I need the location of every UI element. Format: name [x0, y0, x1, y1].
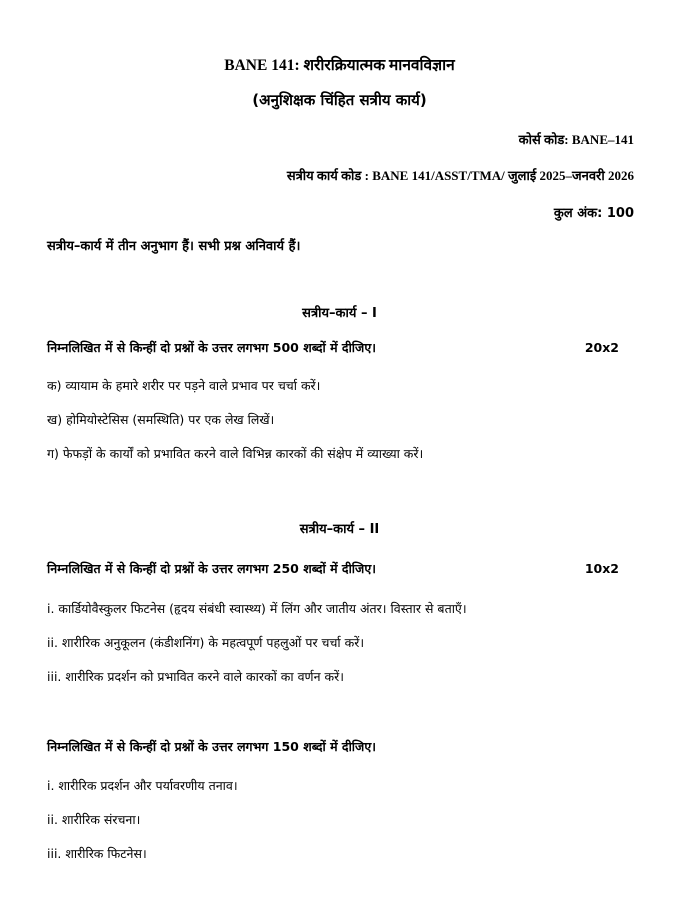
- total-marks: कुल अंक: 100: [553, 206, 634, 221]
- question-item: ii. शारीरिक संरचना।: [47, 812, 141, 827]
- question-item: i. कार्डियोवैस्कुलर फिटनेस (हृदय संबंधी स्वास्थ्य) में लिंग और जातीय अंतर। विस्तार से बताएँ।: [47, 601, 467, 616]
- section-instruction: निम्नलिखित में से किन्हीं दो प्रश्नों के उत्तर लगभग 250 शब्दों में दीजिए।: [47, 561, 376, 576]
- document-subtitle: (अनुशिक्षक चिंहित सत्रीय कार्य): [252, 91, 427, 109]
- section-heading: सत्रीय–कार्य – II: [299, 522, 380, 537]
- question-item: iii. शारीरिक फिटनेस।: [47, 846, 147, 861]
- document-title: BANE 141: शरीरक्रियात्मक मानवविज्ञान: [224, 57, 455, 74]
- course-code: कोर्स कोड: BANE–141: [518, 132, 634, 147]
- section-heading: सत्रीय–कार्य – I: [302, 306, 377, 321]
- assignment-code: सत्रीय कार्य कोड : BANE 141/ASST/TMA/ जुलाई 2025–जनवरी 2026: [286, 168, 634, 183]
- question-item: i. शारीरिक प्रदर्शन और पर्यावरणीय तनाव।: [47, 778, 238, 793]
- question-item: ख) होमियोस्टेसिस (समस्थिति) पर एक लेख लिखें।: [47, 412, 275, 427]
- intro-note: सत्रीय–कार्य में तीन अनुभाग हैं। सभी प्रश्न अनिवार्य हैं।: [47, 239, 301, 254]
- question-item: iii. शारीरिक प्रदर्शन को प्रभावित करने वाले कारकों का वर्णन करें।: [47, 669, 344, 684]
- section-marks: 20x2: [584, 340, 619, 355]
- question-item: ग) फेफड़ों के कार्यों को प्रभावित करने वाले विभिन्न कारकों की संक्षेप में व्याख्या करें।: [47, 446, 424, 461]
- section-marks: 10x2: [584, 561, 619, 576]
- question-item: ii. शारीरिक अनुकूलन (कंडीशनिंग) के महत्वपूर्ण पहलुओं पर चर्चा करें।: [47, 635, 365, 650]
- section-instruction: निम्नलिखित में से किन्हीं दो प्रश्नों के उत्तर लगभग 500 शब्दों में दीजिए।: [47, 340, 376, 355]
- section-instruction: निम्नलिखित में से किन्हीं दो प्रश्नों के उत्तर लगभग 150 शब्दों में दीजिए।: [47, 739, 376, 754]
- question-item: क) व्यायाम के हमारे शरीर पर पड़ने वाले प्रभाव पर चर्चा करें।: [47, 378, 321, 393]
